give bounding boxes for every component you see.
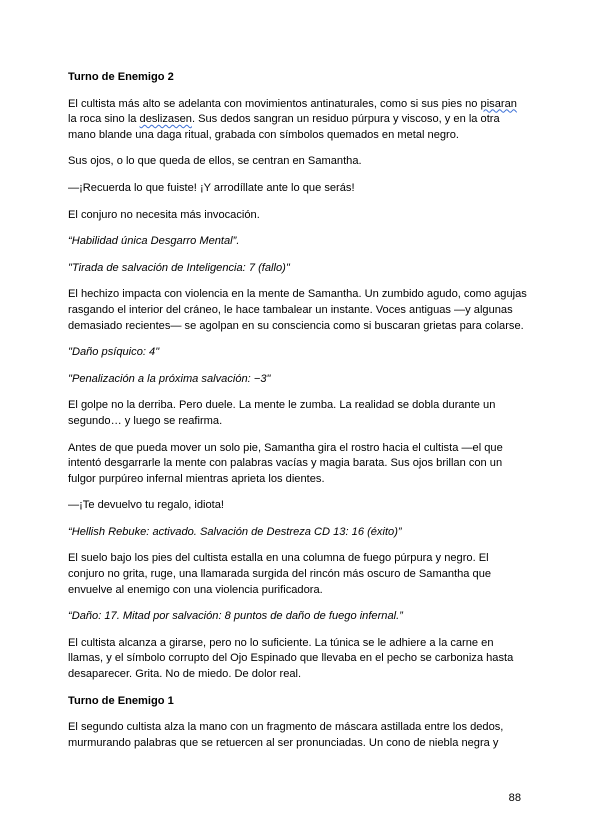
- game-note: “Hellish Rebuke: activado. Salvación de Destreza CD 13: 16 (éxito)”: [68, 525, 402, 538]
- text-run: . Sus dedos sangran un residuo púrpura y viscoso, y en la otra mano blande una daga ritual, grabada con símbolos quemados en metal negro.: [68, 113, 500, 141]
- paragraph: Antes de que pueda mover un solo pie, Samantha gira el rostro hacia el cultista —el que intentó desgarrarle la mente con palabras vacías y magia barata. Sus ojos brillan con un fulgor purpúreo infernal mientras aprieta los dientes.: [68, 441, 503, 485]
- page-body: [68, 70, 528, 762]
- spellcheck-word[interactable]: deslizasen: [139, 113, 192, 126]
- game-note: “Habilidad única Desgarro Mental”.: [68, 235, 240, 248]
- paragraph: El hechizo impacta con violencia en la mente de Samantha. Un zumbido agudo, como agujas rasgando el interior del cráneo, le hace tambalear un instante. Voces antiguas —y algunas demasiado recientes— se agolpan en su consciencia como si buscaran grietas para colarse.: [68, 288, 527, 332]
- paragraph: Sus ojos, o lo que queda de ellos, se centran en Samantha.: [68, 155, 362, 168]
- game-note: "Daño psíquico: 4": [68, 346, 160, 359]
- paragraph: El suelo bajo los pies del cultista estalla en una columna de fuego púrpura y negro. El conjuro no grita, ruge, una llamarada surgida del rincón más oscuro de Samantha que envuelve al enemigo con una violencia purificadora.: [68, 552, 492, 596]
- paragraph: El conjuro no necesita más invocación.: [68, 208, 260, 221]
- dialogue-line: —¡Recuerda lo que fuiste! ¡Y arrodíllate ante lo que serás!: [68, 181, 355, 194]
- dialogue-line: —¡Te devuelvo tu regalo, idiota!: [68, 499, 225, 512]
- section-heading-enemy-1: Turno de Enemigo 1: [68, 694, 174, 707]
- text-run: El cultista más alto se adelanta con movimientos antinaturales, como si sus pies no: [68, 97, 481, 110]
- paragraph: [68, 97, 528, 144]
- text-run: la roca sino la: [68, 113, 140, 126]
- game-note: "Penalización a la próxima salvación: −3": [68, 372, 271, 385]
- section-heading-enemy-2: Turno de Enemigo 2: [68, 71, 174, 83]
- paragraph: El golpe no la derriba. Pero duele. La mente le zumba. La realidad se dobla durante un segundo… y luego se reafirma.: [68, 399, 496, 427]
- paragraph: El segundo cultista alza la mano con un fragmento de máscara astillada entre los dedos, murmurando palabras que se retuercen al ser pronunciadas. Un cono de niebla negra y: [68, 721, 504, 749]
- page-number: 88: [508, 792, 521, 804]
- game-note: “Daño: 17. Mitad por salvación: 8 puntos de daño de fuego infernal.”: [68, 610, 403, 623]
- game-note: "Tirada de salvación de Inteligencia: 7 (fallo)": [68, 261, 290, 274]
- paragraph: El cultista alcanza a girarse, pero no lo suficiente. La túnica se le adhiere a la carne en llamas, y el símbolo corrupto del Ojo Espinado que llevaba en el pecho se carboniza hasta desaparecer. Grita. No de miedo. De dolor real.: [68, 636, 514, 681]
- spellcheck-word[interactable]: pisaran: [480, 97, 517, 110]
